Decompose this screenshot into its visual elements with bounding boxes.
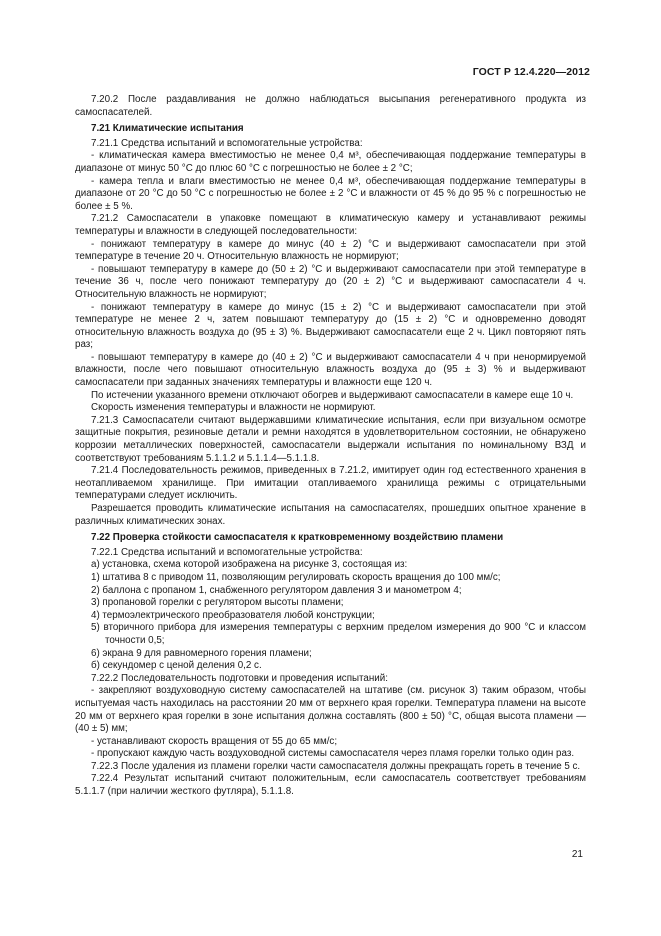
list-item: - пропускают каждую часть воздуховодной системы самоспасателя через пламя горелки только один раз. <box>91 748 575 760</box>
list-item: - понижают температуру в камере до минус (15 ± 2) °С и выдерживают самоспасатели при этой температуре не менее 2 ч, затем повышают температуру до (15 ± 2) °С и одновременно доводят относительную влажность воздуха до (95 ± 3) %. Выдерживают самоспасатели еще 2 ч. Цикл повторяют пять раз; <box>75 301 586 351</box>
list-item: - понижают температуру в камере до минус (40 ± 2) °С и выдерживают самоспасатели при этой температуре в течение 20 ч. Относительную влажность не нормируют; <box>75 238 586 263</box>
sub-list-item: 3) пропановой горелки с регулятором высоты пламени; <box>91 597 344 609</box>
paragraph-7-20-2: 7.20.2 После раздавливания не должно наблюдаться высыпания регенеративного продукта из самоспасателей. <box>75 94 586 118</box>
paragraph-7-22-3: 7.22.3 После удаления из пламени горелки части самоспасателя должны прекращать гореть в течение 5 с. <box>91 760 581 772</box>
section-heading-7-21: 7.21 Климатические испытания <box>91 123 244 135</box>
sub-list-item: 5) вторичного прибора для измерения температуры с верхним пределом измерения до 900 °С и классом точности 0,5; <box>91 622 586 646</box>
paragraph: Скорость изменения температуры и влажности не нормируют. <box>91 402 376 414</box>
paragraph-7-22-2: 7.22.2 Последовательность подготовки и проведения испытаний: <box>91 672 388 684</box>
paragraph-7-22-1: 7.22.1 Средства испытаний и вспомогательные устройства: <box>91 546 363 558</box>
list-item: б) секундомер с ценой деления 0,2 с. <box>91 660 262 672</box>
paragraph: По истечении указанного времени отключают обогрев и выдерживают самоспасатели в камере еще 10 ч. <box>91 389 574 401</box>
list-item: - устанавливают скорость вращения от 55 до 65 мм/с; <box>91 735 338 747</box>
paragraph-7-21-3: 7.21.3 Самоспасатели считают выдержавшими климатические испытания, если при визуальном осмотре защитные покрытия, резиновые детали и ремни находятся в удовлетворительном состоянии, не обнаружено коррозии металлических поверхностей, самоспасатели выдержали испытания по номинальному ВЗД и соответствуют требованиям 5.1.1.2 и 5.1.1.4—5.1.1.8. <box>75 414 586 464</box>
paragraph: Разрешается проводить климатические испытания на самоспасателях, прошедших опытное хранение в различных климатических зонах. <box>75 503 586 527</box>
page-body <box>75 94 586 799</box>
sub-list-item: 6) экрана 9 для равномерного горения пламени; <box>91 647 312 659</box>
paragraph-7-21-4: 7.21.4 Последовательность режимов, приведенных в 7.21.2, имитирует один год естественного хранения в неотапливаемом хранилище. При имитации отапливаемого хранилища режимы с отрицательными температурами следует исключить. <box>75 465 586 502</box>
list-item: - камера тепла и влаги вместимостью не менее 0,4 м³, обеспечивающая поддержание температуры в диапазоне от 20 °С до 50 °С с погрешностью не более ± 2 °С и влажности от 45 % до 95 % с погрешностью не более ± 5 %. <box>75 175 586 212</box>
document-code: ГОСТ Р 12.4.220—2012 <box>472 66 590 78</box>
list-item: - повышают температуру в камере до (50 ± 2) °С и выдерживают самоспасатели при этой температуре в течение 36 ч, после чего понижают температуру до (20 ± 2) °С и выдерживают самоспасатели 4 ч. Относительную влажность не нормируют; <box>75 263 586 300</box>
list-item: - повышают температуру в камере до (40 ± 2) °С и выдерживают самоспасатели 4 ч при ненормируемой влажности, после чего повышают относительную влажность воздуха до (95 ± 3) % и выдерживают самоспасатели при заданных значениях температуры и влажности еще 120 ч. <box>75 351 586 389</box>
paragraph-7-21-2: 7.21.2 Самоспасатели в упаковке помещают в климатическую камеру и устанавливают режимы температуры и влажности в следующей последовательности: <box>75 213 586 237</box>
sub-list-item: 2) баллона с пропаном 1, снабженного регулятором давления 3 и манометром 4; <box>91 584 462 596</box>
paragraph-7-21-1: 7.21.1 Средства испытаний и вспомогательные устройства: <box>91 137 363 149</box>
list-item: - климатическая камера вместимостью не менее 0,4 м³, обеспечивающая поддержание температуры в диапазоне от минус 50 °С до плюс 60 °С с погрешностью не более ± 2 °С; <box>75 150 586 174</box>
page-number: 21 <box>571 849 583 860</box>
sub-list-item: 1) штатива 8 с приводом 11, позволяющим регулировать скорость вращения до 100 мм/с; <box>91 571 501 583</box>
list-item: - закрепляют воздуховодную систему самоспасателей на штативе (см. рисунок 3) таким образом, чтобы испытуемая часть находилась на расстоянии 20 мм от верхнего края горелки. Температура пламени на высоте 20 мм от верхнего края горелки в зоне испытания должна составлять (800 ± 50) °С, общая высота пламени — (40 ± 5) мм; <box>75 685 586 735</box>
list-item: а) установка, схема которой изображена на рисунке 3, состоящая из: <box>91 559 408 571</box>
paragraph-7-22-4: 7.22.4 Результат испытаний считают положительным, если самоспасатель соответствует требованиям 5.1.1.7 (при наличии жесткого футляра), 5.1.1.8. <box>75 773 586 798</box>
sub-list-item: 4) термоэлектрического преобразователя любой конструкции; <box>91 609 375 621</box>
section-heading-7-22: 7.22 Проверка стойкости самоспасателя к кратковременному воздействию пламени <box>91 532 504 544</box>
